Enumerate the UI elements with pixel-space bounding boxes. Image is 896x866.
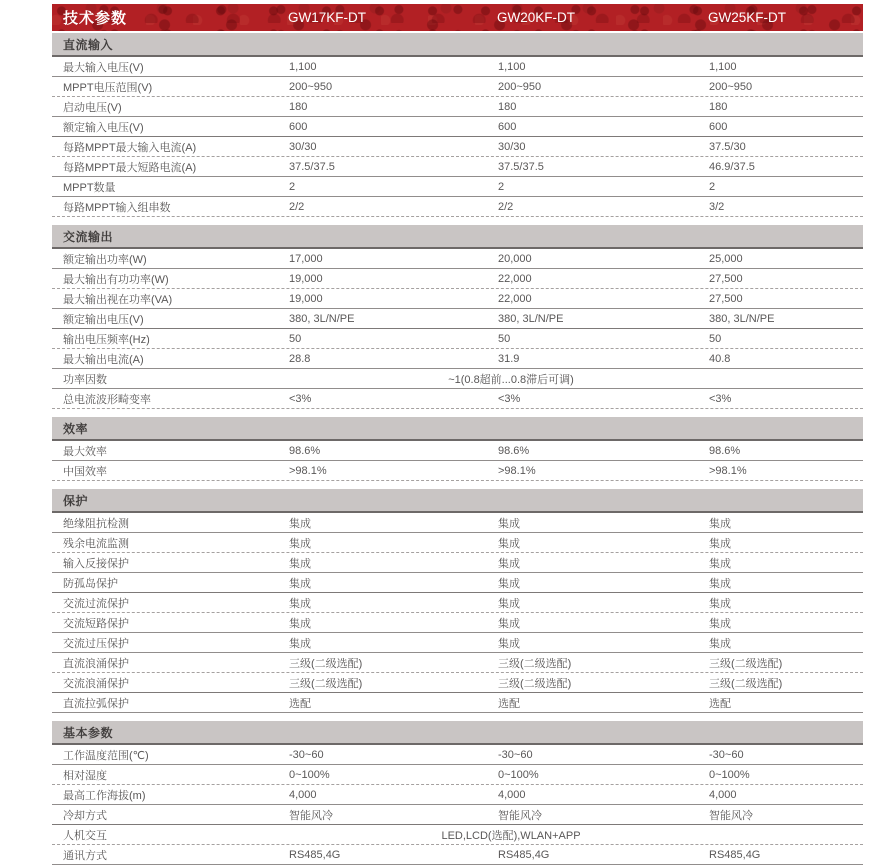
param-value: 三级(二级选配) <box>709 657 783 670</box>
param-label: 额定输出电压(V) <box>63 313 144 326</box>
param-value: 180 <box>289 100 308 113</box>
section-title: 保护 <box>63 493 89 508</box>
param-value: 50 <box>498 332 511 345</box>
section-title: 效率 <box>63 421 89 436</box>
param-value: 180 <box>709 100 728 113</box>
param-value: 集成 <box>498 517 520 530</box>
param-value: 0~100% <box>289 768 330 781</box>
param-value: 0~100% <box>498 768 539 781</box>
table-row <box>52 805 863 825</box>
param-value: 380, 3L/N/PE <box>709 312 775 325</box>
table-row <box>52 693 863 713</box>
param-value: 600 <box>289 120 308 133</box>
section-title: 基本参数 <box>63 725 114 740</box>
param-value: 2 <box>498 180 505 193</box>
param-value: 22,000 <box>498 292 532 305</box>
param-value: 31.9 <box>498 352 520 365</box>
param-label: 残余电流监测 <box>63 537 129 550</box>
param-value: 50 <box>289 332 302 345</box>
section-header <box>52 721 863 743</box>
param-label: 输出电压频率(Hz) <box>63 333 150 346</box>
table-row <box>52 197 863 217</box>
param-label: 人机交互 <box>63 829 107 842</box>
param-value: 27,500 <box>709 292 743 305</box>
table-row <box>52 461 863 481</box>
param-value: 600 <box>498 120 517 133</box>
spec-table-body <box>52 33 863 865</box>
param-value: 27,500 <box>709 272 743 285</box>
param-label: 最大输入电压(V) <box>63 61 144 74</box>
param-value: 集成 <box>709 577 731 590</box>
param-value: 集成 <box>289 617 311 630</box>
param-value: 4,000 <box>289 788 317 801</box>
param-value: 380, 3L/N/PE <box>498 312 564 325</box>
section-header <box>52 33 863 55</box>
param-value: RS485,4G <box>498 848 550 861</box>
param-label: MPPT数量 <box>63 181 116 194</box>
param-value: 4,000 <box>498 788 526 801</box>
section-title: 直流输入 <box>63 37 114 52</box>
param-value-span: LED,LCD(选配),WLAN+APP <box>441 829 581 842</box>
param-value: 集成 <box>289 517 311 530</box>
param-value: 2/2 <box>289 200 305 213</box>
param-value: 智能风冷 <box>498 809 542 822</box>
table-row <box>52 157 863 177</box>
param-label: 每路MPPT最大输入电流(A) <box>63 141 197 154</box>
param-value: 37.5/37.5 <box>498 160 544 173</box>
param-value: -30~60 <box>498 748 533 761</box>
param-label: 功率因数 <box>63 373 107 386</box>
param-value: 集成 <box>709 537 731 550</box>
param-value: 集成 <box>498 577 520 590</box>
param-value: 选配 <box>289 697 311 710</box>
spec-section <box>52 721 863 865</box>
param-label: 绝缘阻抗检测 <box>63 517 129 530</box>
section-rows <box>52 743 863 865</box>
param-label: 每路MPPT输入组串数 <box>63 201 171 214</box>
param-value: 22,000 <box>498 272 532 285</box>
param-value: 37.5/30 <box>709 140 746 153</box>
param-value: 4,000 <box>709 788 737 801</box>
param-label: 输入反接保护 <box>63 557 129 570</box>
spec-section <box>52 417 863 481</box>
section-rows <box>52 247 863 409</box>
param-label: 工作温度范围(℃) <box>63 749 149 762</box>
table-row <box>52 389 863 409</box>
param-value: 0~100% <box>709 768 750 781</box>
param-label: 交流短路保护 <box>63 617 129 630</box>
table-row <box>52 137 863 157</box>
param-value: 三级(二级选配) <box>709 677 783 690</box>
param-value: 19,000 <box>289 292 323 305</box>
param-value: 智能风冷 <box>289 809 333 822</box>
section-rows <box>52 439 863 481</box>
param-value-span: ~1(0.8超前...0.8滞后可调) <box>448 373 574 386</box>
param-value: -30~60 <box>289 748 324 761</box>
table-row <box>52 553 863 573</box>
param-label: 最大输出有功功率(W) <box>63 273 169 286</box>
param-value: 37.5/37.5 <box>289 160 335 173</box>
param-value: 2/2 <box>498 200 514 213</box>
param-value: 集成 <box>289 597 311 610</box>
param-label: 最大效率 <box>63 445 107 458</box>
section-title: 交流输出 <box>63 229 114 244</box>
param-value: 98.6% <box>498 444 530 457</box>
table-row <box>52 97 863 117</box>
param-value: <3% <box>289 392 312 405</box>
param-value: 集成 <box>709 617 731 630</box>
table-row <box>52 673 863 693</box>
param-value: -30~60 <box>709 748 744 761</box>
param-value: 1,100 <box>289 60 317 73</box>
param-value: 集成 <box>709 637 731 650</box>
table-row <box>52 289 863 309</box>
spec-sheet <box>52 4 863 865</box>
param-value: 1,100 <box>709 60 737 73</box>
param-label: 防孤岛保护 <box>63 577 118 590</box>
param-label: 最大输出视在功率(VA) <box>63 293 173 306</box>
param-value: 集成 <box>289 557 311 570</box>
table-row <box>52 785 863 805</box>
table-row <box>52 309 863 329</box>
table-row <box>52 77 863 97</box>
param-label: 最大输出电流(A) <box>63 353 144 366</box>
param-value: 三级(二级选配) <box>289 677 363 690</box>
param-value: 50 <box>709 332 722 345</box>
param-value: 380, 3L/N/PE <box>289 312 355 325</box>
section-rows <box>52 511 863 713</box>
param-value: RS485,4G <box>289 848 341 861</box>
param-label: 交流过压保护 <box>63 637 129 650</box>
model-column-header-1: GW17KF-DT <box>288 10 367 25</box>
param-label: 交流过流保护 <box>63 597 129 610</box>
param-value: 集成 <box>709 517 731 530</box>
table-row <box>52 269 863 289</box>
table-row <box>52 117 863 137</box>
param-value: 17,000 <box>289 252 323 265</box>
param-value: 三级(二级选配) <box>498 677 572 690</box>
param-value: 200~950 <box>709 80 753 93</box>
param-value: >98.1% <box>498 464 536 477</box>
param-value: 集成 <box>289 537 311 550</box>
table-row <box>52 745 863 765</box>
param-value: 集成 <box>709 557 731 570</box>
table-row <box>52 249 863 269</box>
model-column-header-3: GW25KF-DT <box>708 10 787 25</box>
table-row <box>52 369 863 389</box>
param-label: 相对湿度 <box>63 769 107 782</box>
param-value: 集成 <box>289 577 311 590</box>
param-value: 200~950 <box>498 80 542 93</box>
param-label: 直流浪涌保护 <box>63 657 129 670</box>
table-row <box>52 573 863 593</box>
param-value: 集成 <box>498 637 520 650</box>
param-value: 200~950 <box>289 80 333 93</box>
section-rows <box>52 55 863 217</box>
param-label: 额定输出功率(W) <box>63 253 147 266</box>
spec-section <box>52 33 863 217</box>
param-value: 98.6% <box>709 444 741 457</box>
table-row <box>52 177 863 197</box>
param-label: 中国效率 <box>63 465 107 478</box>
param-value: 30/30 <box>498 140 526 153</box>
param-value: <3% <box>709 392 732 405</box>
table-row <box>52 765 863 785</box>
param-value: 19,000 <box>289 272 323 285</box>
section-header <box>52 489 863 511</box>
param-value: 三级(二级选配) <box>289 657 363 670</box>
param-label: 每路MPPT最大短路电流(A) <box>63 161 197 174</box>
param-label: 交流浪涌保护 <box>63 677 129 690</box>
table-row <box>52 441 863 461</box>
param-value: 40.8 <box>709 352 731 365</box>
table-row <box>52 533 863 553</box>
param-label: 总电流波形畸变率 <box>63 393 151 406</box>
table-row <box>52 57 863 77</box>
table-row <box>52 845 863 865</box>
param-value: 三级(二级选配) <box>498 657 572 670</box>
section-header <box>52 225 863 247</box>
param-label: 直流拉弧保护 <box>63 697 129 710</box>
param-value: 20,000 <box>498 252 532 265</box>
table-row <box>52 329 863 349</box>
param-value: 智能风冷 <box>709 809 753 822</box>
model-column-header-2: GW20KF-DT <box>497 10 576 25</box>
param-label: MPPT电压范围(V) <box>63 81 153 94</box>
param-value: 选配 <box>498 697 520 710</box>
table-row <box>52 513 863 533</box>
param-label: 冷却方式 <box>63 809 107 822</box>
param-label: 最高工作海拔(m) <box>63 789 146 802</box>
param-value: 25,000 <box>709 252 743 265</box>
param-value: 选配 <box>709 697 731 710</box>
table-header <box>52 4 863 31</box>
param-value: 3/2 <box>709 200 725 213</box>
table-row <box>52 593 863 613</box>
param-value: 集成 <box>498 597 520 610</box>
param-value: <3% <box>498 392 521 405</box>
param-value: 集成 <box>498 617 520 630</box>
param-value: 98.6% <box>289 444 321 457</box>
table-row <box>52 633 863 653</box>
spec-section <box>52 225 863 409</box>
table-row <box>52 349 863 369</box>
spec-section <box>52 489 863 713</box>
page-title: 技术参数 <box>63 10 128 27</box>
table-row <box>52 613 863 633</box>
param-value: >98.1% <box>289 464 327 477</box>
table-row <box>52 653 863 673</box>
param-value: 集成 <box>289 637 311 650</box>
param-value: 2 <box>289 180 296 193</box>
param-value: 集成 <box>498 537 520 550</box>
param-label: 启动电压(V) <box>63 101 122 114</box>
param-value: 600 <box>709 120 728 133</box>
param-value: 30/30 <box>289 140 317 153</box>
param-value: 集成 <box>709 597 731 610</box>
param-label: 额定输入电压(V) <box>63 121 144 134</box>
param-value: 180 <box>498 100 517 113</box>
param-value: 46.9/37.5 <box>709 160 755 173</box>
param-value: 28.8 <box>289 352 311 365</box>
table-row <box>52 825 863 845</box>
param-value: 集成 <box>498 557 520 570</box>
param-value: >98.1% <box>709 464 747 477</box>
param-value: 1,100 <box>498 60 526 73</box>
section-header <box>52 417 863 439</box>
param-label: 通讯方式 <box>63 849 107 862</box>
param-value: 2 <box>709 180 716 193</box>
param-value: RS485,4G <box>709 848 761 861</box>
